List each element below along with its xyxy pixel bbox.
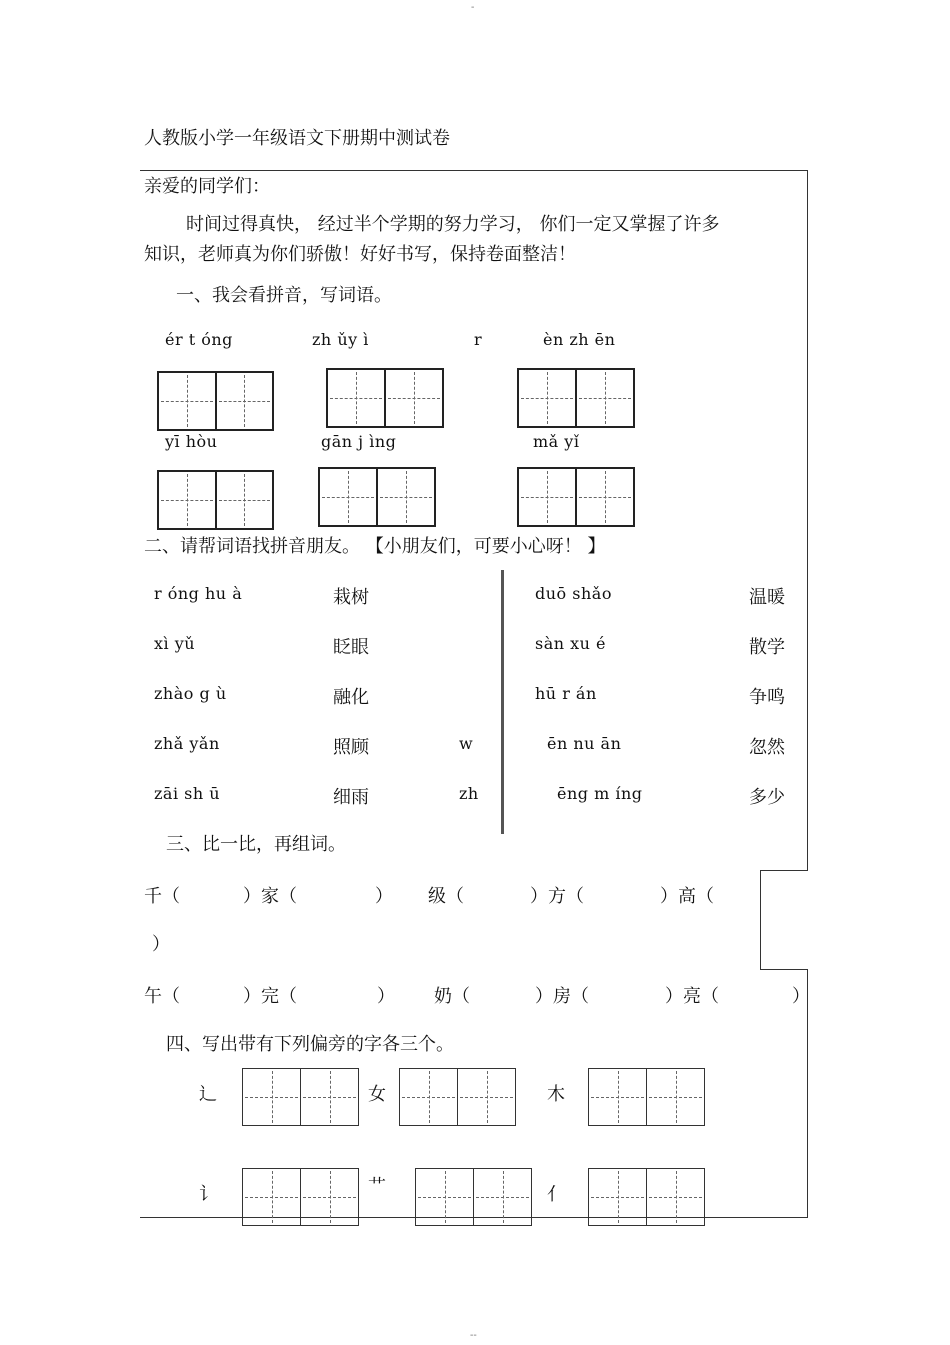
match-pinyin: zāi sh ū xyxy=(154,784,221,803)
writing-grid[interactable] xyxy=(517,467,635,527)
match-pinyin: r óng hu à xyxy=(154,584,243,603)
radical-label: 辶 xyxy=(199,1084,217,1105)
match-word: 细雨 xyxy=(333,787,369,808)
writing-grid[interactable] xyxy=(326,368,444,428)
radical-label: 女 xyxy=(368,1084,386,1105)
match-pinyin: sàn xu é xyxy=(535,634,607,653)
pinyin-label: mǎ yǐ xyxy=(533,432,580,451)
match-word: 多少 xyxy=(749,787,785,808)
frame-notch-top xyxy=(760,870,808,871)
section2-heading: 二、请帮词语找拼音朋友。 【小朋友们，可要小心呀！ 】 xyxy=(144,536,606,557)
match-word: 眨眼 xyxy=(333,637,369,658)
pinyin-label: ér t óng xyxy=(165,330,233,349)
frame-top-line xyxy=(140,170,808,171)
pinyin-label: zh ǔy ì xyxy=(312,330,369,349)
match-word: 融化 xyxy=(333,687,369,708)
match-word: 忽然 xyxy=(749,737,785,758)
compare-item: ）方（ xyxy=(530,886,584,907)
writing-grid[interactable] xyxy=(399,1068,516,1126)
writing-grid[interactable] xyxy=(318,467,436,527)
writing-grid[interactable] xyxy=(242,1068,359,1126)
pinyin-label: èn zh ēn xyxy=(543,330,616,349)
compare-item: ）房（ xyxy=(535,986,589,1007)
writing-grid[interactable] xyxy=(157,371,274,431)
match-word: 争鸣 xyxy=(749,687,785,708)
writing-grid[interactable] xyxy=(415,1168,532,1226)
writing-grid[interactable] xyxy=(517,368,635,428)
radical-label: 艹 xyxy=(368,1176,386,1197)
match-pinyin: ēng m íng xyxy=(557,784,643,803)
compare-item: 千（ xyxy=(144,886,180,907)
footer-mark: -- xyxy=(470,1330,477,1341)
match-pinyin: xì yǔ xyxy=(154,634,196,653)
pinyin-label: r xyxy=(474,330,483,349)
intro-line-1: 时间过得真快， 经过半个学期的努力学习， 你们一定又掌握了许多 xyxy=(186,214,720,235)
radical-label: 木 xyxy=(547,1084,565,1105)
match-word: 栽树 xyxy=(333,587,369,608)
compare-item: ） xyxy=(152,934,170,955)
match-word: 照顾 xyxy=(333,737,369,758)
header-mark: - xyxy=(471,2,475,13)
compare-item: ） xyxy=(375,886,393,907)
compare-item: ）完（ xyxy=(243,986,297,1007)
pinyin-label: gān j ìng xyxy=(321,432,397,451)
page-title: 人教版小学一年级语文下册期中测试卷 xyxy=(144,128,450,149)
radical-label: 讠 xyxy=(199,1184,217,1205)
intro-line-2: 知识，老师真为你们骄傲！好好书写，保持卷面整洁！ xyxy=(144,244,576,265)
match-pinyin: zhào g ù xyxy=(154,684,227,703)
compare-item: 级（ xyxy=(428,886,464,907)
match-extra: w xyxy=(459,734,474,753)
frame-right-line-upper xyxy=(807,170,808,870)
compare-item: ）家（ xyxy=(243,886,297,907)
frame-notch-left xyxy=(760,870,761,970)
section4-heading: 四、写出带有下列偏旁的字各三个。 xyxy=(166,1034,454,1055)
writing-grid[interactable] xyxy=(157,470,274,530)
match-word: 散学 xyxy=(749,637,785,658)
match-pinyin: hū r án xyxy=(535,684,597,703)
writing-grid[interactable] xyxy=(242,1168,359,1226)
greeting: 亲爱的同学们： xyxy=(144,176,270,197)
compare-item: ）高（ xyxy=(660,886,714,907)
match-pinyin: zhǎ yǎn xyxy=(154,734,220,753)
match-extra: zh xyxy=(459,784,479,803)
compare-item: ） xyxy=(377,986,395,1007)
radical-label: 亻 xyxy=(547,1184,565,1205)
match-pinyin: duō shǎo xyxy=(535,584,612,603)
writing-grid[interactable] xyxy=(588,1168,705,1226)
pinyin-label: yī hòu xyxy=(165,432,218,451)
match-pinyin: ēn nu ān xyxy=(547,734,622,753)
frame-notch-bottom xyxy=(760,969,808,970)
section2-divider xyxy=(501,570,504,834)
writing-grid[interactable] xyxy=(588,1068,705,1126)
compare-item: ） xyxy=(792,986,810,1007)
section3-heading: 三、比一比，再组词。 xyxy=(166,834,346,855)
compare-item: 午（ xyxy=(144,986,180,1007)
compare-item: ）亮（ xyxy=(665,986,719,1007)
section1-heading: 一、我会看拼音，写词语。 xyxy=(176,285,392,306)
match-word: 温暖 xyxy=(749,587,785,608)
compare-item: 奶（ xyxy=(434,986,470,1007)
